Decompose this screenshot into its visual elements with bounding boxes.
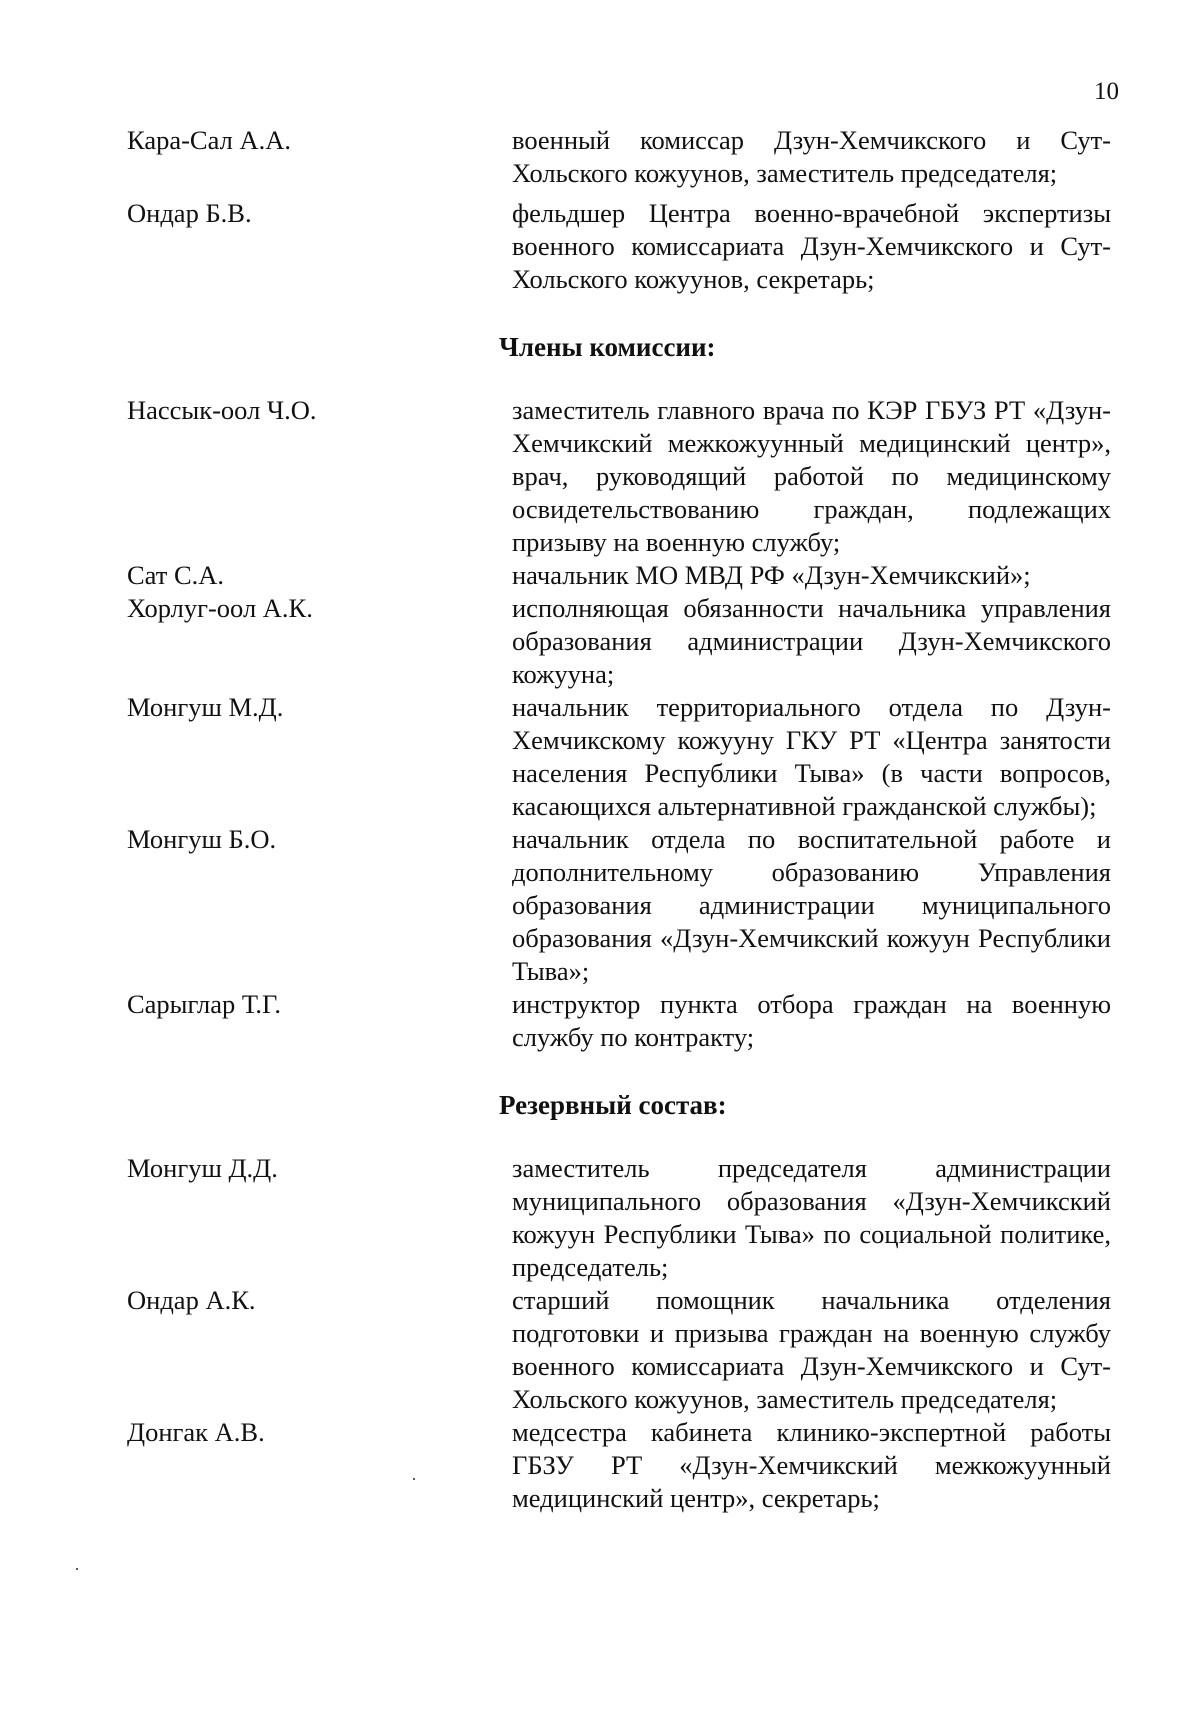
- entry-name: Сарыглар Т.Г.: [127, 989, 281, 1019]
- entry-description: военный комиссар Дзун-Хемчикского и Сут-Хольского кожуунов, заместитель председателя;: [512, 125, 1111, 188]
- entry-row: [127, 1152, 1111, 1284]
- entry-row: [127, 823, 1111, 988]
- entry-description: начальник территориального отдела по Дзун-Хемчикскому кожууну ГКУ РТ «Центра занятости населения Республики Тыва» (в части вопросов, касающихся альтернативной гражданской службы);: [512, 692, 1111, 821]
- entry-name: Монгуш Б.О.: [127, 824, 277, 854]
- entry-description: медсестра кабинета клинико-экспертной работы ГБЗУ РТ «Дзун-Хемчикский межкожуунный медицинский центр», секретарь;: [512, 1417, 1111, 1513]
- entry-description: исполняющая обязанности начальника управления образования администрации Дзун-Хемчикского кожууна;: [512, 593, 1111, 689]
- entry-name: Хорлуг-оол А.К.: [127, 593, 313, 623]
- entry-description: фельдшер Центра военно-врачебной экспертизы военного комиссариата Дзун-Хемчикского и Сут-Хольского кожуунов, секретарь;: [512, 198, 1111, 294]
- entry-name: Монгуш М.Д.: [127, 692, 284, 722]
- members-heading: Члены комиссии:: [499, 332, 716, 362]
- entry-row: [127, 592, 1111, 691]
- entry-description: старший помощник начальника отделения подготовки и призыва граждан на военную службу военного комиссариата Дзун-Хемчикского и Сут-Хольского кожуунов, заместитель председателя;: [512, 1285, 1111, 1414]
- entry-name: Сат С.А.: [127, 560, 225, 590]
- entry-row: [127, 1284, 1111, 1416]
- entry-description: начальник МО МВД РФ «Дзун-Хемчикский»;: [512, 560, 1031, 590]
- commission-list: [127, 124, 1111, 1515]
- entry-name: Нассык-оол Ч.О.: [127, 395, 317, 425]
- entry-row: [127, 124, 1111, 190]
- entry-row: [127, 1416, 1111, 1515]
- entry-description: начальник отдела по воспитательной работе и дополнительному образованию Управления образования администрации муниципального образования «Дзун-Хемчикский кожуун Республики Тыва»;: [512, 824, 1111, 986]
- entry-row: [127, 559, 1111, 592]
- scan-speck: [413, 1478, 415, 1480]
- entry-name: Ондар А.К.: [127, 1285, 256, 1315]
- entry-name: Ондар Б.В.: [127, 198, 252, 228]
- page-number: 10: [1094, 78, 1119, 105]
- entry-row: [127, 197, 1111, 296]
- entry-description: инструктор пункта отбора граждан на военную службу по контракту;: [512, 989, 1111, 1052]
- entry-description: заместитель председателя администрации муниципального образования «Дзун-Хемчикский кожуун Республики Тыва» по социальной политике, председатель;: [512, 1153, 1111, 1282]
- entry-name: Кара-Сал А.А.: [127, 125, 291, 155]
- entry-row: [127, 394, 1111, 559]
- entry-name: Монгуш Д.Д.: [127, 1153, 278, 1183]
- entry-description: заместитель главного врача по КЭР ГБУЗ РТ «Дзун-Хемчикский межкожуунный медицинский центр», врач, руководящий работой по медицинскому освидетельствованию граждан, подлежащих призыву на военную службу;: [512, 395, 1111, 557]
- entry-row: [127, 988, 1111, 1054]
- entry-row: [127, 691, 1111, 823]
- reserve-heading: Резервный состав:: [499, 1090, 727, 1120]
- entry-name: Донгак А.В.: [127, 1417, 265, 1447]
- scan-speck: [76, 1568, 78, 1570]
